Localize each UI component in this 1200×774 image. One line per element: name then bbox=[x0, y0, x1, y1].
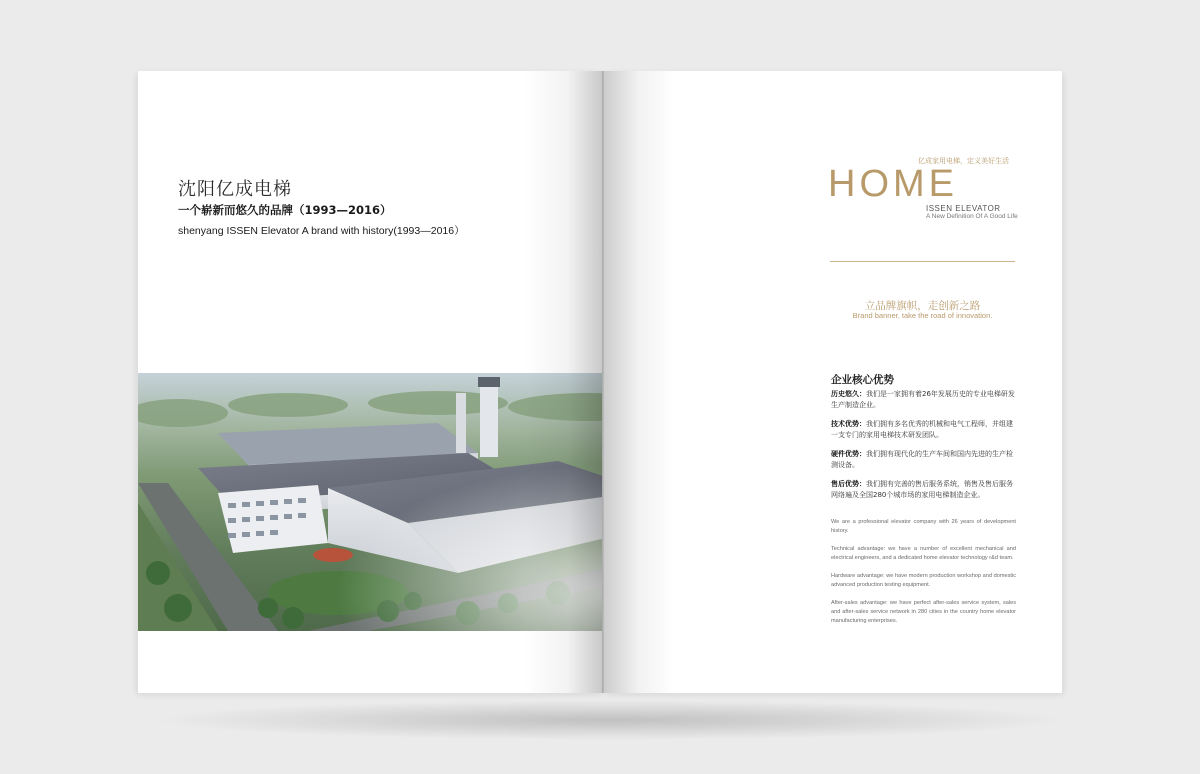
advantages-list bbox=[831, 389, 1018, 509]
advantage-en-paragraph: We are a professional elevator company with 26 years of development history. bbox=[831, 519, 1016, 534]
advantage-text: 我们是一家拥有着26年发展历史的专业电梯研发生产制造企业。 bbox=[831, 390, 1015, 409]
subtitle-en: shenyang ISSEN Elevator A brand with history(1993—2016） bbox=[178, 225, 465, 237]
slogan-cn: 立品牌旗帜，走创新之路 bbox=[864, 300, 981, 312]
advantage-item bbox=[831, 449, 1018, 471]
advantages-en-list bbox=[831, 518, 1016, 635]
advantage-label: 历史悠久： bbox=[831, 390, 866, 398]
home-logo-word: HOME bbox=[828, 163, 958, 205]
home-tagline-cn: 亿成家用电梯，定义美好生活 bbox=[918, 157, 1009, 165]
subtitle-cn: 一个崭新而悠久的品牌（1993—2016） bbox=[178, 203, 392, 217]
right-page bbox=[604, 71, 1062, 693]
advantage-item bbox=[831, 419, 1018, 441]
advantages-title: 企业核心优势 bbox=[831, 374, 894, 386]
advantage-label: 售后优势： bbox=[831, 480, 866, 488]
advantage-en-paragraph: Technical advantage: we have a number of excellent mechanical and electrical engineers, and a dedicated home elevator technology r&d team. bbox=[831, 546, 1016, 561]
gutter-shadow-right bbox=[604, 71, 674, 693]
advantage-label: 硬件优势： bbox=[831, 450, 866, 458]
advantage-text: 我们拥有多名优秀的机械和电气工程师，并组建一支专门的家用电梯技术研发团队。 bbox=[831, 420, 1013, 439]
advantage-en-paragraph: After-sales advantage: we have perfect after-sales service system, sales and after-sales service network in 280 cities in the country home elevator manufacturing enterprises. bbox=[831, 600, 1016, 624]
advantage-label: 技术优势： bbox=[831, 420, 866, 428]
advantage-en-paragraph: Hardware advantage: we have modern production workshop and domestic advanced production testing equipment. bbox=[831, 573, 1016, 588]
advantage-item bbox=[831, 389, 1018, 411]
advantage-item bbox=[831, 479, 1018, 501]
divider-line bbox=[830, 261, 1015, 262]
spread-shadow bbox=[150, 700, 1070, 740]
gutter-shadow-left bbox=[524, 71, 604, 693]
page-title: 沈阳亿成电梯 bbox=[178, 179, 292, 200]
brand-name: ISSEN ELEVATOR bbox=[926, 204, 1001, 213]
brand-slogan-en: A New Definition Of A Good Life bbox=[926, 213, 1018, 220]
slogan-en: Brand banner, take the road of innovation. bbox=[852, 311, 993, 320]
left-page bbox=[138, 71, 604, 693]
advantage-text: 我们拥有完善的售后服务系统，销售及售后服务网络遍及全国280个城市场的家用电梯制造企业。 bbox=[831, 480, 1013, 499]
advantage-text: 我们拥有现代化的生产车间和国内先进的生产检测设备。 bbox=[831, 450, 1013, 469]
